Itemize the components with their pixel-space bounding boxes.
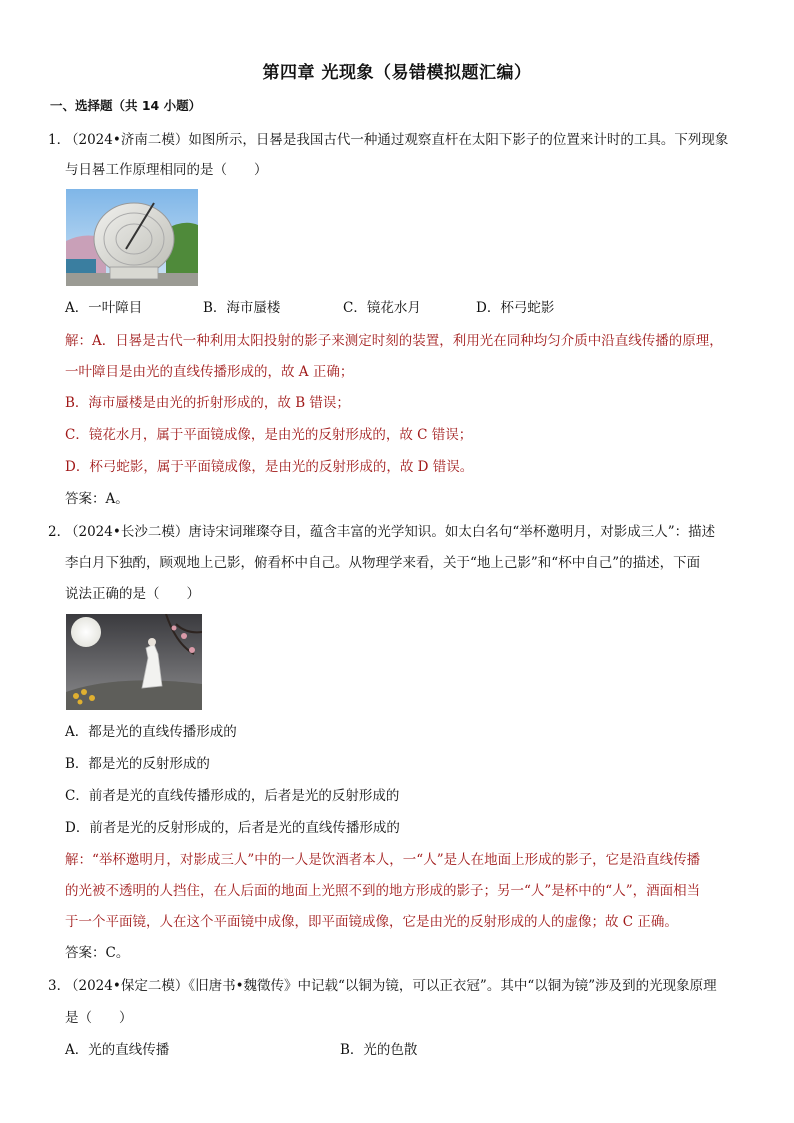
solution-text: D．杯弓蛇影，属于平面镜成像，是由光的反射形成的，故 D 错误。	[65, 459, 474, 475]
solution-text: 于一个平面镜，人在这个平面镜中成像，即平面镜成像，它是由光的反射形成的人的虚像；故 C 正确。	[65, 914, 678, 930]
question-stem: 李白月下独酌，顾观地上己影，俯看杯中自己。从物理学来看，关于“地上己影”和“杯中自己”的描述，下面	[65, 555, 701, 571]
solution-text: 解：A．日晷是古代一种利用太阳投射的影子来测定时刻的装置，利用光在同种均匀介质中沿直线传播的原理，	[65, 333, 723, 349]
options-row	[65, 298, 554, 318]
option-a[interactable]: A．一叶障目	[65, 300, 143, 316]
poet-moon-image	[66, 614, 202, 710]
solution-text: C．镜花水月，属于平面镜成像，是由光的反射形成的，故 C 错误；	[65, 427, 473, 443]
question-stem: 与日晷工作原理相同的是（ ）	[65, 162, 268, 178]
question-stem: （2024•长沙二模）唐诗宋词璀璨夺目，蕴含丰富的光学知识。如太白名句“举杯邀明月，对影成三人”：描述	[65, 524, 716, 540]
section-title: 一、选择题（共 14 小题）	[50, 98, 202, 113]
option-c[interactable]: C．前者是光的直线传播形成的，后者是光的反射形成的	[65, 788, 400, 804]
question-stem: （2024•济南二模）如图所示，日晷是我国古代一种通过观察直杆在太阳下影子的位置来计时的工具。下列现象	[65, 132, 729, 148]
options-row	[65, 1040, 417, 1060]
solution-text: B．海市蜃楼是由光的折射形成的，故 B 错误；	[65, 395, 350, 411]
question-number: 1．	[48, 132, 71, 148]
solution-text: 一叶障目是由光的直线传播形成的，故 A 正确；	[65, 364, 354, 380]
page-title: 第四章 光现象（易错模拟题汇编）	[262, 63, 532, 83]
option-a[interactable]: A．都是光的直线传播形成的	[65, 724, 237, 740]
option-b[interactable]: B．光的色散	[340, 1042, 418, 1058]
solution-text: 的光被不透明的人挡住，在人后面的地面上光照不到的地方形成的影子；另一“人”是杯中的“人”，酒面相当	[65, 883, 701, 899]
option-b[interactable]: B．都是光的反射形成的	[65, 756, 210, 772]
option-d[interactable]: D．前者是光的反射形成的，后者是光的直线传播形成的	[65, 820, 400, 836]
answer-text: 答案：A。	[65, 491, 129, 507]
option-c[interactable]: C．镜花水月	[343, 300, 421, 316]
answer-text: 答案：C。	[65, 945, 130, 961]
question-number: 2．	[48, 524, 71, 540]
question-stem: 是（ ）	[65, 1010, 133, 1026]
solution-text: 解：“举杯邀明月，对影成三人”中的一人是饮酒者本人，一“人”是人在地面上形成的影子，它是沿直线传播	[65, 852, 701, 868]
sundial-image	[66, 189, 198, 286]
option-b[interactable]: B．海市蜃楼	[203, 300, 281, 316]
question-stem: 说法正确的是（ ）	[65, 586, 200, 602]
option-d[interactable]: D．杯弓蛇影	[476, 300, 555, 316]
question-number: 3．	[48, 978, 71, 994]
option-a[interactable]: A．光的直线传播	[65, 1042, 170, 1058]
question-stem: （2024•保定二模）《旧唐书•魏徵传》中记载“以铜为镜，可以正衣冠”。其中“以铜为镜”涉及到的光现象原理	[65, 978, 717, 994]
